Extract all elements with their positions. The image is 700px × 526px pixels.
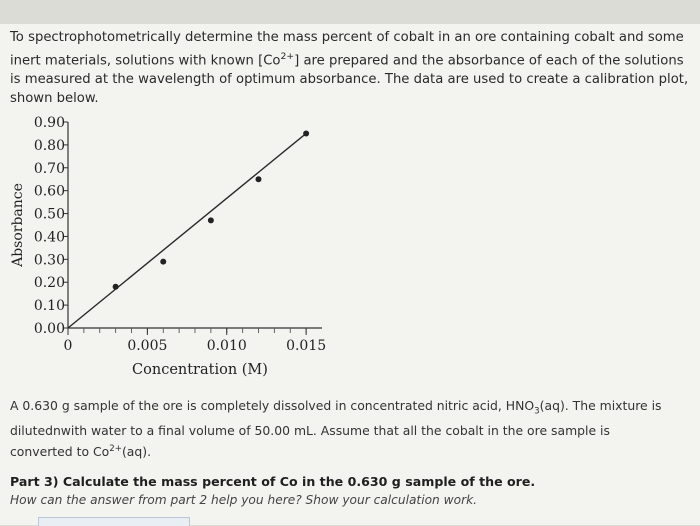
y-axis-title: Absorbance [10,183,26,267]
calibration-chart [0,108,360,388]
y-tick-label: 0.30 [33,252,65,269]
body-subscript: 3 [534,406,540,417]
y-tick-label: 0.40 [33,229,65,246]
body-text-c: (aq). [121,444,152,460]
part3-question: Part 3) Calculate the mass percent of Co in the 0.630 g sample of the ore. [10,474,536,489]
body-text-b: (aq). The mixture is dilutednwith water to a final volume of 50.00 mL. Assume that all the cobalt in the ore sample is converted to Co [10,398,662,460]
intro-superscript: 2+ [280,51,295,62]
data-point [160,259,166,265]
calibration-plot-svg [0,108,360,388]
sample-paragraph [10,396,670,462]
y-tick-label: 0.10 [33,298,65,315]
data-point [113,284,119,290]
y-tick-label: 0.50 [33,206,65,223]
intro-text-a: To spectrophotometrically determine the mass percent of cobalt in an ore containing cobalt and some inert materials, solutions with known [Co [10,30,684,69]
y-tick-label: 0.90 [33,115,65,131]
body-superscript: 2+ [109,444,122,455]
x-tick-label: 0.005 [127,338,168,354]
y-tick-label: 0.80 [33,137,65,154]
y-tick-label: 0.20 [33,275,65,292]
x-tick-label: 0.010 [206,338,247,354]
data-point [256,176,262,182]
x-tick-label: 0 [63,338,73,354]
x-axis-title: Concentration (M) [132,362,268,378]
part3-prompt [10,472,670,510]
intro-paragraph [10,28,690,108]
y-tick-label: 0.00 [33,321,65,337]
trend-line [68,133,306,328]
y-tick-label: 0.60 [33,183,65,200]
intro-text-b: ] are prepared and the absorbance of each of the solutions is measured at the wavelength of optimum absorbance. The data are used to create a calibration plot, shown below. [10,53,689,107]
data-point [208,217,214,223]
part3-hint: How can the answer from part 2 help you here? Show your calculation work. [10,493,478,507]
x-tick-label: 0.015 [286,338,327,354]
data-point [303,130,309,136]
y-tick-label: 0.70 [33,160,65,177]
body-text-a: A 0.630 g sample of the ore is completely dissolved in concentrated nitric acid, HNO [10,398,535,413]
